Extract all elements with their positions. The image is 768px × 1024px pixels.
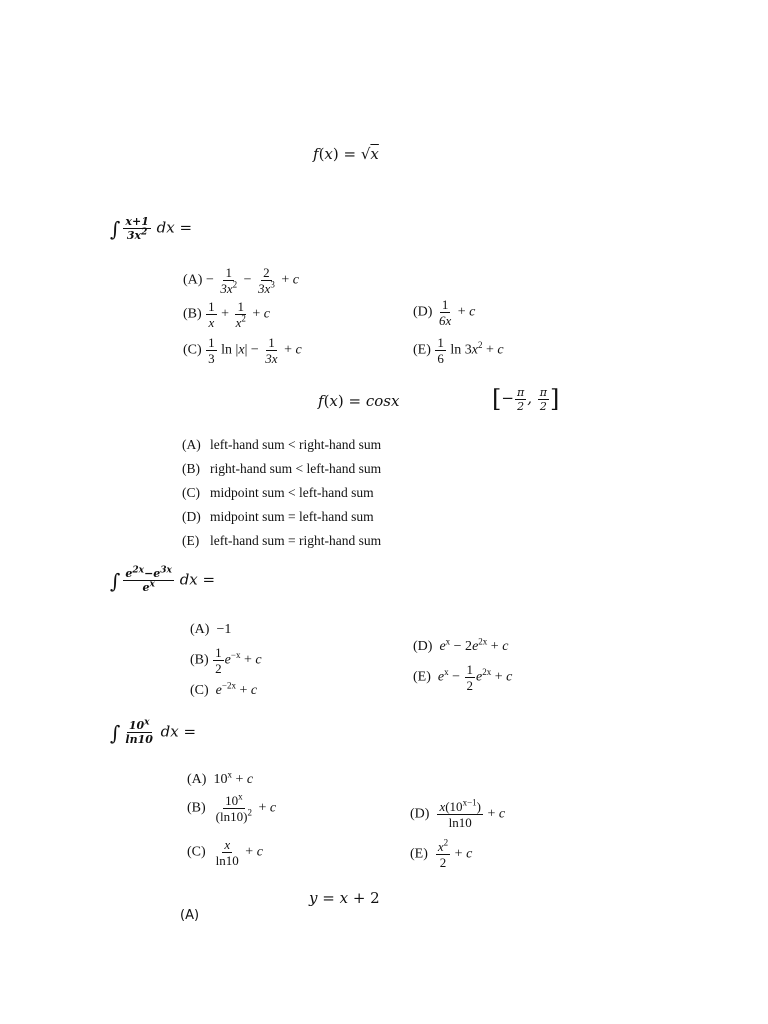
q5-choice-a[interactable]: (A) $10^x + c$	[187, 769, 254, 787]
function-line: y = x + 2	[309, 889, 380, 907]
q5-choice-b[interactable]: (B) $\frac{10^x}{(\ln 10)^2}$ + c	[187, 791, 277, 824]
q4-choice-c[interactable]: (C) $e^{-2x} + c$	[190, 680, 258, 698]
q4-choice-b[interactable]: (B) $\frac{1}{2}$ $e^{-x} + c$	[190, 645, 262, 676]
q3-choice-d[interactable]: (D) midpoint sum = left-hand sum	[182, 509, 374, 524]
integral-q5: ∫ $\frac{10^x}{\ln 10}$ dx =	[110, 717, 197, 746]
q3-choice-b[interactable]: (B) right-hand sum < left-hand sum	[182, 461, 382, 476]
interval: [− $\frac{\pi}{2}$ , $\frac{\pi}{2}$ ]	[492, 385, 560, 413]
q5-choice-d[interactable]: (D) $\frac{x(10^{x-1})}{\ln 10}$ + c	[410, 797, 506, 830]
function-cos: f(x) = cosx	[318, 392, 400, 410]
integral-q4: ∫ $\frac{e^{2x}-e^{3x}}{e^x}$ dx =	[110, 565, 216, 594]
q2-choice-d[interactable]: (D) $\frac{1}{6x}$ + c	[413, 297, 476, 328]
q5-choice-c[interactable]: (C) $\frac{x}{\ln 10}$ + c	[187, 837, 263, 868]
q4-choice-d[interactable]: (D) $e^x - 2e^{2x} + c$	[413, 636, 509, 654]
q3-choice-a[interactable]: (A) left-hand sum < right-hand sum	[182, 437, 382, 452]
answer-label: (A)	[180, 908, 200, 923]
integral-q2: ∫ $\frac{x+1}{3x^2}$ dx =	[110, 215, 193, 242]
q2-choice-c[interactable]: (C) $\frac{1}{3}$ ln |x| − $\frac{1}{3x}$ + c	[183, 335, 302, 366]
q2-choice-b[interactable]: (B) $\frac{1}{x}$ + $\frac{1}{x^2}$ + c	[183, 299, 270, 330]
q4-choice-a[interactable]: (A) −1	[190, 622, 232, 637]
function-sqrt: f(x) = √x	[313, 145, 379, 163]
q3-choice-e[interactable]: (E) left-hand sum = right-hand sum	[182, 533, 382, 548]
q5-choice-e[interactable]: (E) $\frac{x^2}{2}$ + c	[410, 837, 473, 870]
q4-choice-e[interactable]: (E) $e^x$ − $\frac{1}{2}$ $e^{2x} + c$	[413, 662, 513, 693]
q2-choice-e[interactable]: (E) $\frac{1}{6}$ $\ln 3x^2 + c$	[413, 335, 504, 366]
q2-choice-a[interactable]: (A) − $\frac{1}{3x^2}$ − $\frac{2}{3x^3}$ + c	[183, 265, 299, 296]
q3-choice-c[interactable]: (C) midpoint sum < left-hand sum	[182, 485, 374, 500]
